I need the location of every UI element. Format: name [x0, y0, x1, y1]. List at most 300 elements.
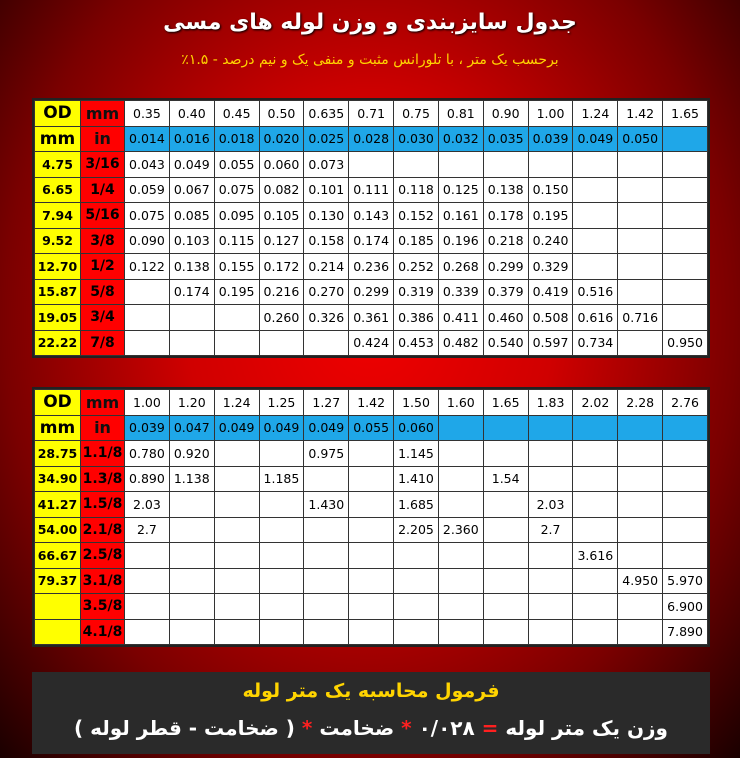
table-1-body — [35, 101, 708, 356]
weight-cell: 0.270 — [304, 279, 349, 305]
table-row — [35, 152, 708, 178]
weight-cell — [618, 152, 663, 178]
weight-cell: 7.890 — [663, 619, 708, 645]
thickness-mm-cell: 1.60 — [438, 390, 483, 416]
size-cell: 1.1/8 — [81, 441, 125, 467]
weight-cell — [169, 619, 214, 645]
size-cell: 1/2 — [81, 254, 125, 280]
weight-cell: 0.386 — [394, 305, 439, 331]
thickness-in-cell: 0.028 — [349, 126, 394, 152]
weight-cell: 0.172 — [259, 254, 304, 280]
weight-cell — [259, 568, 304, 594]
weight-cell — [573, 466, 618, 492]
table-row — [35, 330, 708, 356]
weight-cell: 0.130 — [304, 203, 349, 229]
weight-cell — [663, 466, 708, 492]
weight-cell — [259, 330, 304, 356]
thickness-mm-cell: 1.65 — [483, 390, 528, 416]
weight-cell — [618, 228, 663, 254]
weight-cell: 1.145 — [394, 441, 439, 467]
weight-cell: 0.085 — [169, 203, 214, 229]
od-cell: 22.22 — [35, 330, 81, 356]
table-row — [35, 254, 708, 280]
weight-cell — [528, 594, 573, 620]
in-label-cell: in — [81, 415, 125, 441]
weight-cell — [125, 305, 170, 331]
table-row — [35, 466, 708, 492]
weight-cell — [663, 492, 708, 518]
page-title: جدول سایزبندی و وزن لوله های مسی — [163, 10, 577, 35]
weight-cell — [304, 466, 349, 492]
weight-cell — [214, 441, 259, 467]
weight-cell: 0.361 — [349, 305, 394, 331]
weight-cell — [483, 543, 528, 569]
table-2-body — [35, 390, 708, 645]
weight-cell — [438, 568, 483, 594]
weight-cell — [169, 305, 214, 331]
mm-label-cell: mm — [35, 415, 81, 441]
page-subtitle: برحسب یک متر ، با تلورانس مثبت و منفی یک و نیم درصد - ۱.۵٪ — [181, 52, 559, 68]
od-cell: 4.75 — [35, 152, 81, 178]
size-cell: 2.5/8 — [81, 543, 125, 569]
thickness-mm-cell: 0.45 — [214, 101, 259, 127]
weight-cell — [169, 492, 214, 518]
weight-cell: 0.218 — [483, 228, 528, 254]
thickness-mm-cell: 0.75 — [394, 101, 439, 127]
thickness-in-cell: 0.025 — [304, 126, 349, 152]
weight-cell — [304, 619, 349, 645]
thickness-mm-cell: 2.28 — [618, 390, 663, 416]
size-cell: 5/16 — [81, 203, 125, 229]
thickness-in-cell: 0.039 — [528, 126, 573, 152]
weight-cell — [214, 568, 259, 594]
table-row — [35, 492, 708, 518]
weight-cell: 0.950 — [663, 330, 708, 356]
weight-cell — [394, 619, 439, 645]
weight-cell — [394, 543, 439, 569]
weight-cell: 0.060 — [259, 152, 304, 178]
thickness-in-cell: 0.020 — [259, 126, 304, 152]
weight-cell: 1.430 — [304, 492, 349, 518]
weight-cell: 0.195 — [528, 203, 573, 229]
thickness-in-row — [35, 126, 708, 152]
od-cell: 79.37 — [35, 568, 81, 594]
copper-tube-table-2 — [32, 387, 710, 647]
weight-cell — [214, 305, 259, 331]
weight-cell — [663, 177, 708, 203]
weight-cell — [618, 543, 663, 569]
formula-lhs: وزن یک متر لوله — [505, 716, 668, 740]
weight-cell — [125, 279, 170, 305]
weight-cell: 0.138 — [169, 254, 214, 280]
weight-cell: 0.111 — [349, 177, 394, 203]
weight-cell: 6.900 — [663, 594, 708, 620]
size-cell: 3/4 — [81, 305, 125, 331]
weight-cell — [304, 568, 349, 594]
weight-cell: 0.055 — [214, 152, 259, 178]
thickness-in-cell: 0.032 — [438, 126, 483, 152]
thickness-mm-cell: 1.24 — [573, 101, 618, 127]
od-header-cell: OD — [35, 101, 81, 127]
thickness-in-cell: 0.049 — [214, 415, 259, 441]
formula-title: فرمول محاسبه یک متر لوله — [242, 680, 500, 702]
weight-cell — [349, 441, 394, 467]
formula-multiply-1: * — [401, 716, 412, 740]
od-cell: 28.75 — [35, 441, 81, 467]
thickness-mm-cell: 0.71 — [349, 101, 394, 127]
weight-cell — [349, 543, 394, 569]
weight-cell — [394, 568, 439, 594]
weight-cell — [483, 619, 528, 645]
weight-cell — [663, 517, 708, 543]
weight-cell — [618, 330, 663, 356]
weight-cell — [573, 568, 618, 594]
weight-cell — [214, 492, 259, 518]
weight-cell: 0.299 — [483, 254, 528, 280]
thickness-mm-row — [35, 390, 708, 416]
weight-cell: 0.174 — [349, 228, 394, 254]
weight-cell: 0.152 — [394, 203, 439, 229]
weight-cell — [573, 517, 618, 543]
thickness-mm-cell: 1.42 — [349, 390, 394, 416]
weight-cell — [304, 594, 349, 620]
weight-cell: 0.240 — [528, 228, 573, 254]
weight-cell — [663, 543, 708, 569]
size-cell: 3/16 — [81, 152, 125, 178]
table-row — [35, 568, 708, 594]
weight-cell: 0.236 — [349, 254, 394, 280]
weight-cell — [573, 441, 618, 467]
weight-cell — [438, 152, 483, 178]
weight-cell: 0.122 — [125, 254, 170, 280]
weight-cell — [259, 441, 304, 467]
size-cell: 3.1/8 — [81, 568, 125, 594]
weight-cell — [573, 254, 618, 280]
weight-cell — [169, 517, 214, 543]
table-row — [35, 305, 708, 331]
od-cell: 6.65 — [35, 177, 81, 203]
weight-cell: 0.326 — [304, 305, 349, 331]
weight-cell — [483, 492, 528, 518]
weight-cell: 0.185 — [394, 228, 439, 254]
weight-cell: 0.082 — [259, 177, 304, 203]
thickness-in-cell: 0.060 — [394, 415, 439, 441]
weight-cell: 0.419 — [528, 279, 573, 305]
weight-cell: 2.03 — [125, 492, 170, 518]
weight-cell: 5.970 — [663, 568, 708, 594]
thickness-mm-cell: 2.76 — [663, 390, 708, 416]
size-cell: 7/8 — [81, 330, 125, 356]
weight-cell — [394, 152, 439, 178]
od-cell: 34.90 — [35, 466, 81, 492]
weight-cell — [483, 441, 528, 467]
weight-cell — [618, 619, 663, 645]
weight-cell: 4.950 — [618, 568, 663, 594]
thickness-in-cell: 0.016 — [169, 126, 214, 152]
weight-cell: 0.616 — [573, 305, 618, 331]
thickness-mm-cell: 1.83 — [528, 390, 573, 416]
weight-cell — [259, 543, 304, 569]
thickness-in-cell — [573, 415, 618, 441]
weight-cell — [618, 279, 663, 305]
weight-cell — [618, 492, 663, 518]
table-row — [35, 203, 708, 229]
size-cell: 1/4 — [81, 177, 125, 203]
thickness-mm-cell: 0.635 — [304, 101, 349, 127]
size-cell: 3.5/8 — [81, 594, 125, 620]
thickness-mm-cell: 1.24 — [214, 390, 259, 416]
weight-cell: 0.460 — [483, 305, 528, 331]
weight-cell: 0.115 — [214, 228, 259, 254]
weight-cell — [663, 254, 708, 280]
thickness-in-row — [35, 415, 708, 441]
weight-cell: 1.410 — [394, 466, 439, 492]
weight-cell — [438, 543, 483, 569]
weight-cell — [214, 594, 259, 620]
weight-cell — [573, 492, 618, 518]
weight-cell — [573, 619, 618, 645]
weight-cell — [169, 543, 214, 569]
weight-cell — [304, 517, 349, 543]
size-cell: 1.3/8 — [81, 466, 125, 492]
weight-cell: 0.059 — [125, 177, 170, 203]
weight-cell: 0.049 — [169, 152, 214, 178]
thickness-in-cell: 0.030 — [394, 126, 439, 152]
thickness-in-cell — [438, 415, 483, 441]
weight-cell — [125, 568, 170, 594]
weight-cell: 0.540 — [483, 330, 528, 356]
thickness-in-cell: 0.049 — [259, 415, 304, 441]
weight-cell: 0.127 — [259, 228, 304, 254]
weight-cell — [214, 517, 259, 543]
size-cell: 4.1/8 — [81, 619, 125, 645]
weight-cell — [483, 517, 528, 543]
weight-cell — [528, 568, 573, 594]
thickness-mm-cell: 0.81 — [438, 101, 483, 127]
weight-cell: 0.260 — [259, 305, 304, 331]
weight-cell — [304, 543, 349, 569]
weight-cell — [618, 177, 663, 203]
weight-cell — [663, 228, 708, 254]
weight-cell: 0.103 — [169, 228, 214, 254]
weight-cell — [618, 441, 663, 467]
weight-cell — [349, 619, 394, 645]
weight-cell: 0.067 — [169, 177, 214, 203]
weight-cell — [663, 279, 708, 305]
weight-cell — [573, 594, 618, 620]
od-cell: 7.94 — [35, 203, 81, 229]
weight-cell: 0.105 — [259, 203, 304, 229]
weight-cell — [528, 619, 573, 645]
thickness-mm-cell: 1.00 — [528, 101, 573, 127]
weight-cell: 0.143 — [349, 203, 394, 229]
formula-coefficient: ۰/۰۲۸ — [418, 716, 475, 740]
weight-cell: 0.150 — [528, 177, 573, 203]
copper-tube-table-1 — [32, 98, 710, 358]
weight-cell — [663, 305, 708, 331]
weight-cell — [573, 177, 618, 203]
weight-cell — [169, 568, 214, 594]
weight-cell — [483, 594, 528, 620]
thickness-in-cell — [528, 415, 573, 441]
thickness-in-cell: 0.055 — [349, 415, 394, 441]
weight-cell — [528, 543, 573, 569]
weight-cell — [349, 492, 394, 518]
weight-cell: 2.03 — [528, 492, 573, 518]
weight-cell — [214, 543, 259, 569]
thickness-in-cell: 0.018 — [214, 126, 259, 152]
weight-cell: 0.161 — [438, 203, 483, 229]
weight-cell — [573, 152, 618, 178]
mm-header-cell: mm — [81, 101, 125, 127]
weight-cell: 1.138 — [169, 466, 214, 492]
size-cell: 3/8 — [81, 228, 125, 254]
table-row — [35, 279, 708, 305]
thickness-mm-cell: 0.35 — [125, 101, 170, 127]
weight-cell — [259, 619, 304, 645]
od-cell: 12.70 — [35, 254, 81, 280]
weight-cell: 0.780 — [125, 441, 170, 467]
weight-cell: 0.890 — [125, 466, 170, 492]
formula-box — [32, 672, 710, 754]
weight-cell: 0.196 — [438, 228, 483, 254]
weight-cell: 2.360 — [438, 517, 483, 543]
weight-cell: 0.216 — [259, 279, 304, 305]
weight-cell: 1.685 — [394, 492, 439, 518]
weight-cell — [125, 543, 170, 569]
weight-cell: 0.195 — [214, 279, 259, 305]
weight-cell: 0.043 — [125, 152, 170, 178]
weight-cell: 0.174 — [169, 279, 214, 305]
weight-cell — [394, 594, 439, 620]
mm-label-cell: mm — [35, 126, 81, 152]
formula-paren-expression: ( ضخامت - قطر لوله ) — [74, 716, 295, 740]
od-cell: 41.27 — [35, 492, 81, 518]
weight-cell — [349, 594, 394, 620]
thickness-mm-cell: 1.20 — [169, 390, 214, 416]
weight-cell: 0.508 — [528, 305, 573, 331]
weight-cell: 0.138 — [483, 177, 528, 203]
table-row — [35, 543, 708, 569]
weight-cell: 0.920 — [169, 441, 214, 467]
weight-cell — [169, 594, 214, 620]
weight-cell: 3.616 — [573, 543, 618, 569]
thickness-mm-cell: 2.02 — [573, 390, 618, 416]
size-cell: 5/8 — [81, 279, 125, 305]
thickness-in-cell: 0.035 — [483, 126, 528, 152]
weight-cell — [349, 517, 394, 543]
od-header-cell: OD — [35, 390, 81, 416]
weight-cell: 0.075 — [214, 177, 259, 203]
thickness-mm-cell: 0.40 — [169, 101, 214, 127]
thickness-mm-cell: 1.25 — [259, 390, 304, 416]
od-cell: 9.52 — [35, 228, 81, 254]
thickness-mm-cell: 1.50 — [394, 390, 439, 416]
weight-cell: 0.075 — [125, 203, 170, 229]
weight-cell — [169, 330, 214, 356]
weight-cell: 0.101 — [304, 177, 349, 203]
weight-cell — [528, 152, 573, 178]
weight-cell — [528, 441, 573, 467]
weight-cell: 0.339 — [438, 279, 483, 305]
weight-cell — [573, 203, 618, 229]
weight-cell: 0.252 — [394, 254, 439, 280]
thickness-mm-cell: 0.90 — [483, 101, 528, 127]
od-cell: 66.67 — [35, 543, 81, 569]
weight-cell — [259, 594, 304, 620]
thickness-in-cell: 0.047 — [169, 415, 214, 441]
weight-cell: 0.214 — [304, 254, 349, 280]
weight-cell — [259, 517, 304, 543]
thickness-mm-cell: 0.50 — [259, 101, 304, 127]
table-row — [35, 228, 708, 254]
weight-cell: 0.155 — [214, 254, 259, 280]
formula-multiply-2: * — [301, 716, 313, 740]
od-cell: 15.87 — [35, 279, 81, 305]
weight-cell — [214, 330, 259, 356]
thickness-mm-cell: 1.27 — [304, 390, 349, 416]
thickness-mm-cell: 1.00 — [125, 390, 170, 416]
weight-cell — [125, 619, 170, 645]
weight-cell — [438, 441, 483, 467]
weight-cell — [618, 254, 663, 280]
weight-cell — [349, 466, 394, 492]
thickness-mm-cell: 1.65 — [663, 101, 708, 127]
weight-cell: 1.54 — [483, 466, 528, 492]
formula-equals: = — [481, 716, 499, 740]
weight-cell — [618, 466, 663, 492]
weight-cell — [618, 594, 663, 620]
weight-cell — [573, 228, 618, 254]
thickness-mm-row — [35, 101, 708, 127]
od-cell — [35, 619, 81, 645]
weight-cell — [618, 203, 663, 229]
weight-cell: 0.268 — [438, 254, 483, 280]
thickness-mm-cell: 1.42 — [618, 101, 663, 127]
weight-cell — [483, 152, 528, 178]
weight-cell: 0.453 — [394, 330, 439, 356]
weight-cell: 2.205 — [394, 517, 439, 543]
weight-cell — [214, 466, 259, 492]
weight-cell: 0.411 — [438, 305, 483, 331]
formula-expression — [32, 716, 710, 740]
weight-cell: 0.716 — [618, 305, 663, 331]
weight-cell: 0.516 — [573, 279, 618, 305]
weight-cell: 0.975 — [304, 441, 349, 467]
thickness-in-cell: 0.049 — [573, 126, 618, 152]
weight-cell: 0.090 — [125, 228, 170, 254]
weight-cell: 2.7 — [528, 517, 573, 543]
thickness-in-cell — [663, 126, 708, 152]
od-cell: 54.00 — [35, 517, 81, 543]
thickness-in-cell: 0.049 — [304, 415, 349, 441]
od-cell: 19.05 — [35, 305, 81, 331]
weight-cell: 0.178 — [483, 203, 528, 229]
weight-cell — [349, 152, 394, 178]
weight-cell: 0.482 — [438, 330, 483, 356]
weight-cell: 0.073 — [304, 152, 349, 178]
thickness-in-cell — [618, 415, 663, 441]
weight-cell — [438, 466, 483, 492]
weight-cell — [349, 568, 394, 594]
weight-cell: 0.095 — [214, 203, 259, 229]
weight-cell — [125, 594, 170, 620]
weight-cell — [438, 492, 483, 518]
thickness-in-cell: 0.039 — [125, 415, 170, 441]
od-cell — [35, 594, 81, 620]
weight-cell — [663, 152, 708, 178]
weight-cell: 1.185 — [259, 466, 304, 492]
